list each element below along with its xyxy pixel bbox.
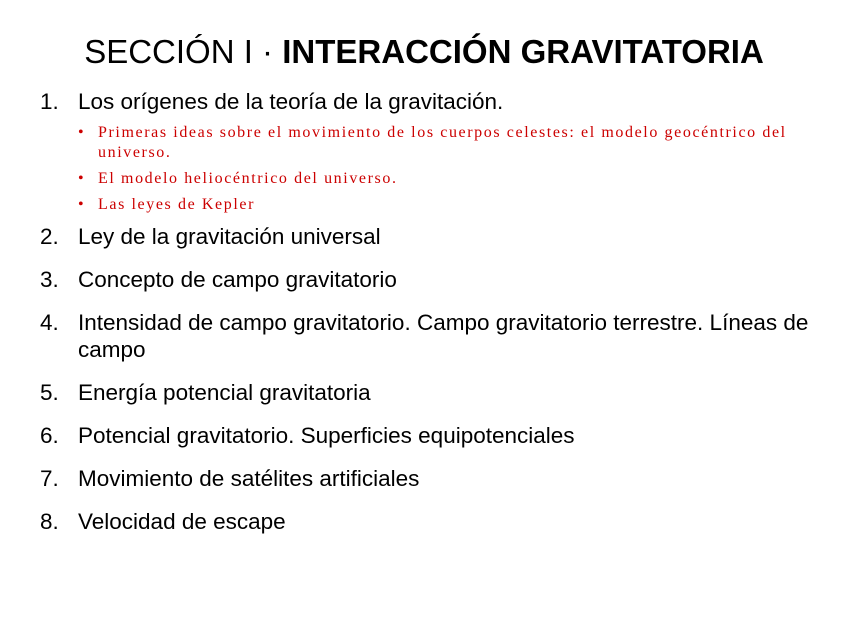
subtopic-item bbox=[78, 123, 838, 163]
topic-item-3 bbox=[40, 266, 840, 293]
topic-number: 4. bbox=[40, 310, 59, 335]
topic-label: Movimiento de satélites artificiales bbox=[78, 466, 420, 491]
topic-number: 2. bbox=[40, 224, 59, 249]
topic-number: 6. bbox=[40, 423, 59, 448]
topic-number: 1. bbox=[40, 89, 59, 114]
subtopic-label: Las leyes de Kepler bbox=[98, 196, 256, 213]
topic-item-6 bbox=[40, 422, 840, 449]
topic-list bbox=[40, 88, 840, 551]
topic-item-2 bbox=[40, 223, 840, 250]
topic-label: Concepto de campo gravitatorio bbox=[78, 267, 397, 292]
bullet-icon: • bbox=[78, 196, 84, 213]
topic-number: 5. bbox=[40, 380, 59, 405]
topic-label: Intensidad de campo gravitatorio. Campo gravitatorio terrestre. Líneas de campo bbox=[78, 310, 809, 362]
subtopic-label: El modelo heliocéntrico del universo. bbox=[98, 170, 398, 187]
topic-item-4 bbox=[40, 309, 840, 363]
bullet-icon: • bbox=[78, 124, 84, 141]
topic-number: 7. bbox=[40, 466, 59, 491]
subtopic-item bbox=[78, 195, 838, 215]
topic-label: Potencial gravitatorio. Superficies equipotenciales bbox=[78, 423, 575, 448]
title-prefix: SECCIÓN I · bbox=[84, 33, 283, 70]
subtopic-item bbox=[78, 169, 838, 189]
topic-number: 8. bbox=[40, 509, 59, 534]
topic-item-5 bbox=[40, 379, 840, 406]
bullet-icon: • bbox=[78, 170, 84, 187]
topic-item-1 bbox=[40, 88, 840, 215]
topic-label: Energía potencial gravitatoria bbox=[78, 380, 371, 405]
topic-label: Velocidad de escape bbox=[78, 509, 286, 534]
slide-title bbox=[0, 32, 848, 72]
topic-label: Los orígenes de la teoría de la gravitación. bbox=[78, 89, 504, 114]
topic-item-7 bbox=[40, 465, 840, 492]
subtopic-label: Primeras ideas sobre el movimiento de los cuerpos celestes: el modelo geocéntrico del universo. bbox=[98, 124, 787, 161]
topic-label: Ley de la gravitación universal bbox=[78, 224, 381, 249]
title-bold: INTERACCIÓN GRAVITATORIA bbox=[282, 33, 764, 70]
topic-item-8 bbox=[40, 508, 840, 535]
subtopic-list bbox=[78, 123, 840, 215]
topic-number: 3. bbox=[40, 267, 59, 292]
